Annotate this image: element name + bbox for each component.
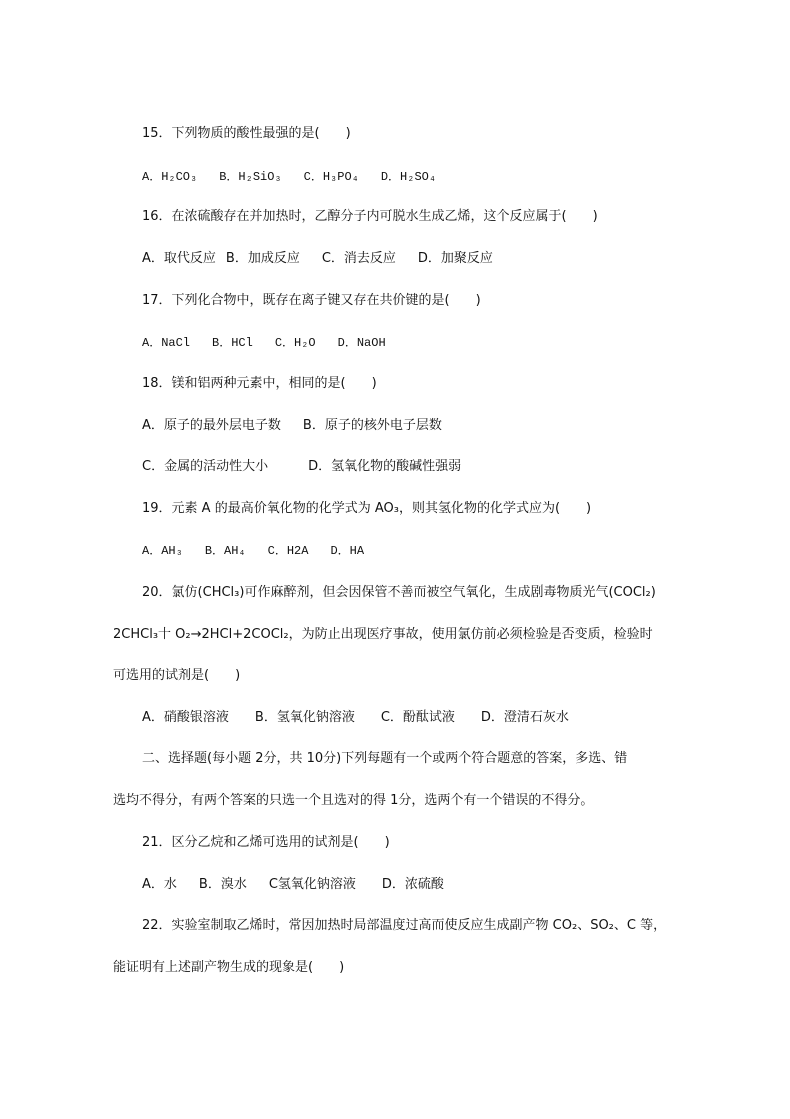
option-b: B．H₂SiO₃	[219, 170, 282, 184]
option-c: C．消去反应	[321, 251, 396, 266]
question-19-options	[142, 542, 364, 560]
option-b: B．加成反应	[225, 251, 300, 266]
question-20-stem-line2: 2CHCl₃十 O₂→2HCl+2COCl₂，为防止出现医疗事故，使用氯仿前必须检验是否变质，检验时	[113, 627, 653, 642]
question-20-stem-line3: 可选用的试剂是( )	[113, 668, 241, 683]
question-18-stem: 18．镁和铝两种元素中，相同的是( )	[142, 376, 377, 391]
section-2-heading-line2: 选均不得分，有两个答案的只选一个且选对的得 1分，选两个有一个错误的不得分。	[113, 793, 594, 808]
option-a: A．水	[142, 877, 177, 892]
option-a: A．原子的最外层电子数	[142, 418, 281, 433]
option-c: C．H₂O	[274, 336, 316, 350]
option-d: D．H₂SO₄	[380, 170, 437, 184]
option-c: C．金属的活动性大小	[142, 459, 269, 474]
option-d: D．NaOH	[337, 336, 386, 350]
option-c: C氢氧化钠溶液	[268, 877, 356, 892]
question-18-options-row2	[142, 458, 461, 476]
option-b: B．溴水	[198, 877, 247, 892]
question-22-stem-line2: 能证明有上述副产物生成的现象是( )	[113, 960, 345, 975]
option-b: B．氢氧化钠溶液	[254, 710, 355, 725]
question-20-stem-line1: 20．氯仿(CHCl₃)可作麻醉剂，但会因保管不善而被空气氧化，生成剧毒物质光气(COCl₂)	[142, 585, 656, 600]
question-21-options	[142, 876, 444, 894]
option-c: C．H2A	[267, 544, 309, 558]
question-15-stem: 15．下列物质的酸性最强的是( )	[142, 126, 351, 141]
option-a: A．NaCl	[142, 336, 191, 350]
option-a: A．取代反应	[142, 251, 216, 266]
option-c: C．H₃PO₄	[303, 170, 359, 184]
option-b: B．原子的核外电子层数	[302, 418, 442, 433]
option-d: D．澄清石灰水	[480, 710, 569, 725]
option-a: A．硝酸银溶液	[142, 710, 229, 725]
question-15-options	[142, 168, 436, 186]
option-a: A．AH₃	[142, 544, 183, 558]
question-20-options	[142, 709, 569, 727]
question-17-options	[142, 334, 386, 352]
question-18-options-row1	[142, 417, 442, 435]
question-16-stem: 16．在浓硫酸存在并加热时，乙醇分子内可脱水生成乙烯，这个反应属于( )	[142, 209, 598, 224]
option-b: B．AH₄	[204, 544, 246, 558]
option-d: D．氢氧化物的酸碱性强弱	[308, 459, 462, 474]
question-19-stem: 19．元素 A 的最高价氧化物的化学式为 AO₃，则其氢化物的化学式应为( )	[142, 501, 592, 516]
question-16-options	[142, 250, 493, 268]
option-d: D．加聚反应	[417, 251, 493, 266]
question-21-stem: 21．区分乙烷和乙烯可选用的试剂是( )	[142, 835, 390, 850]
section-2-heading-line1: 二、选择题(每小题 2分，共 10分)下列每题有一个或两个符合题意的答案，多选、错	[142, 751, 628, 766]
option-d: D．浓硫酸	[381, 877, 444, 892]
question-17-stem: 17．下列化合物中，既存在离子键又存在共价键的是( )	[142, 293, 481, 308]
option-c: C．酚酞试液	[380, 710, 455, 725]
option-d: D．HA	[330, 544, 365, 558]
option-a: A．H₂CO₃	[142, 170, 198, 184]
option-b: B．HCl	[212, 336, 253, 350]
question-22-stem-line1: 22．实验室制取乙烯时，常因加热时局部温度过高而使反应生成副产物 CO₂、SO₂、C 等，	[142, 918, 667, 933]
